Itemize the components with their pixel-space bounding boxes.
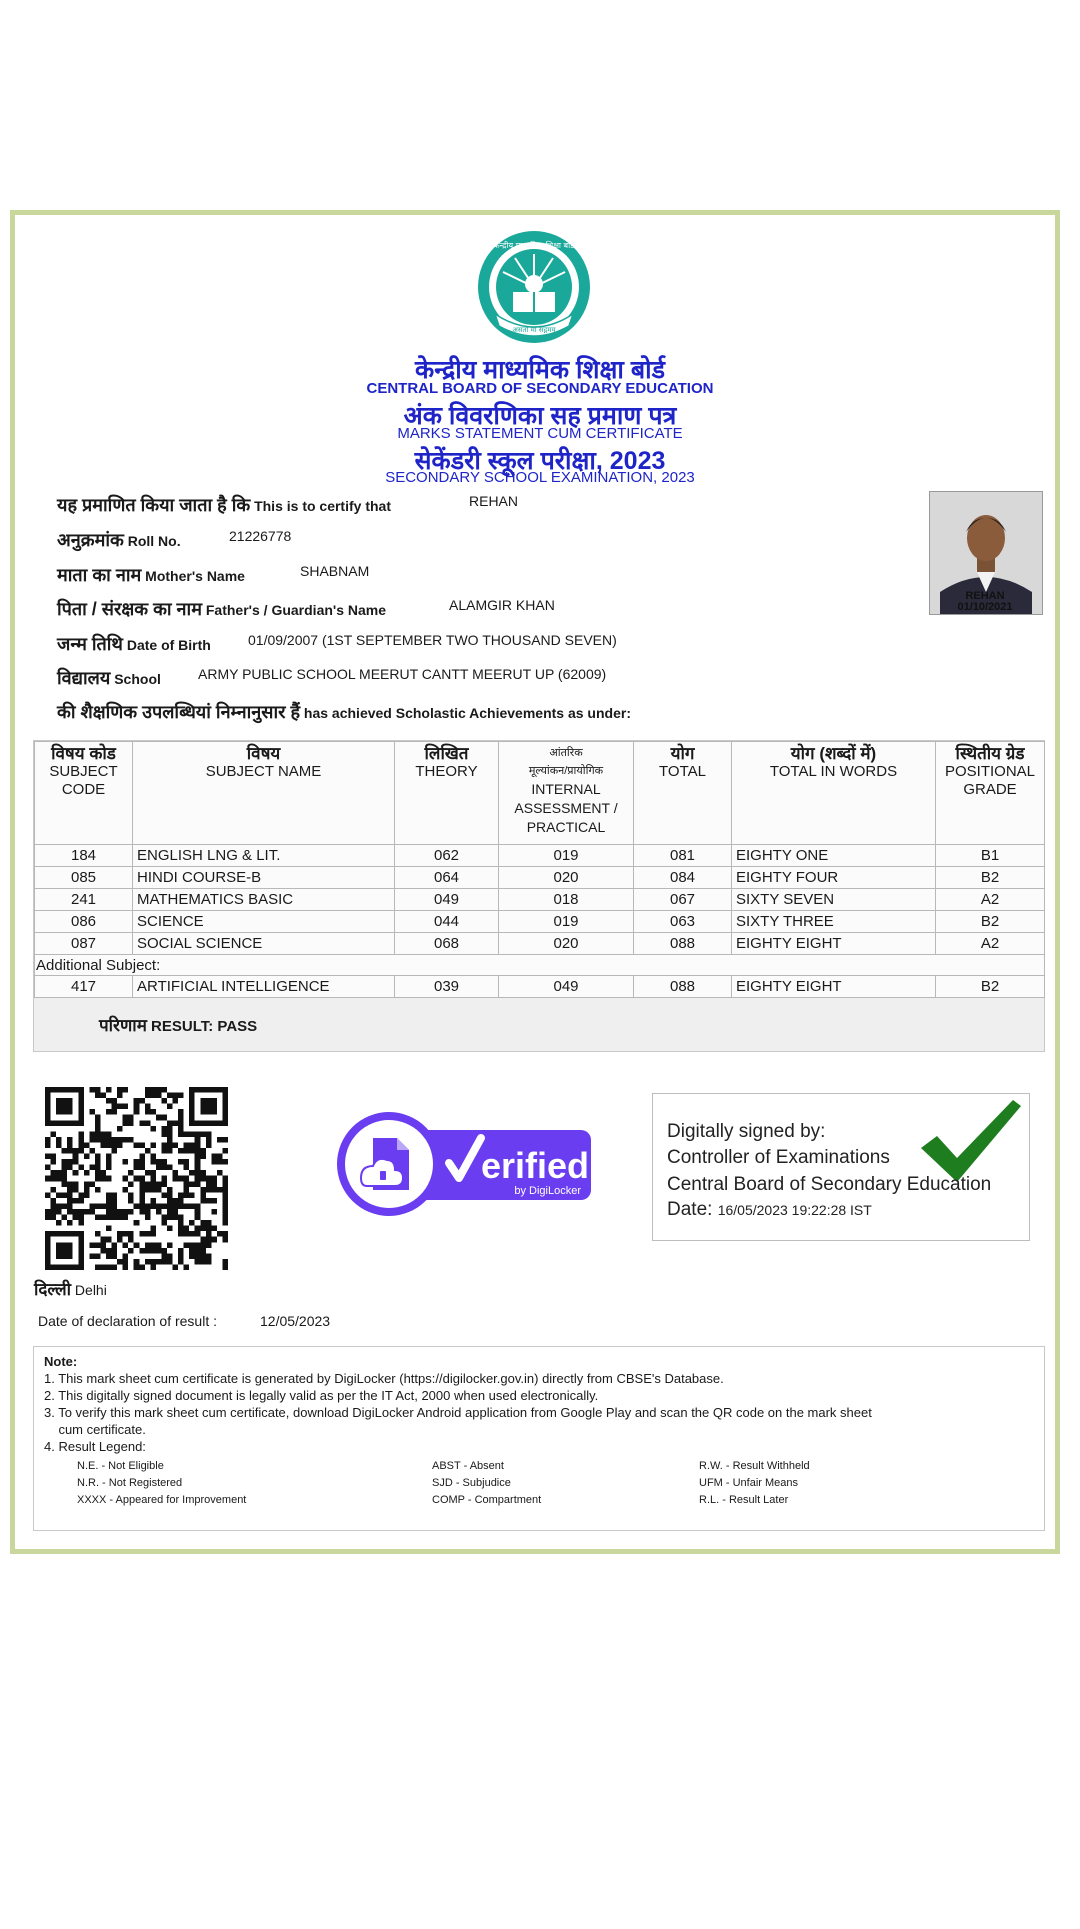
dob-line: [57, 632, 617, 656]
father-name: ALAMGIR KHAN: [449, 597, 555, 613]
cell-theory: 049: [395, 889, 499, 911]
additional-subject-label-row: [35, 955, 1045, 976]
father-label-hindi: पिता / संरक्षक का नाम: [57, 599, 202, 619]
achievement-line: [57, 700, 631, 724]
cell-total-words: SIXTY THREE: [732, 911, 936, 933]
certify-label-hindi: यह प्रमाणित किया जाता है कि: [57, 495, 251, 515]
photo-caption: [929, 591, 1041, 613]
legend-item: R.W. - Result Withheld: [699, 1460, 810, 1472]
note-line: 2. This digitally signed document is legally valid as per the IT Act, 2000 when used electronically.: [44, 1388, 599, 1403]
cell-internal: 019: [499, 911, 634, 933]
cell-code: 417: [35, 976, 133, 998]
cell-grade: B2: [936, 911, 1045, 933]
cell-subject: SOCIAL SCIENCE: [133, 933, 395, 955]
col-theory: लिखित THEORY: [395, 742, 499, 845]
signature-date-line: [667, 1199, 872, 1221]
cell-theory: 068: [395, 933, 499, 955]
declaration-date: 12/05/2023: [260, 1313, 331, 1329]
cell-total-words: EIGHTY ONE: [732, 845, 936, 867]
cell-code: 184: [35, 845, 133, 867]
table-row-additional: [35, 976, 1045, 998]
legend-item: N.E. - Not Eligible: [77, 1460, 164, 1472]
signer-organization: Central Board of Secondary Education: [667, 1174, 992, 1195]
declaration-label: Date of declaration of result :: [38, 1313, 217, 1329]
cell-subject: ENGLISH LNG & LIT.: [133, 845, 395, 867]
table-row: [35, 933, 1045, 955]
table-row: [35, 889, 1045, 911]
achievement-label-english: has achieved Scholastic Achievements as under:: [303, 705, 631, 721]
cell-theory: 039: [395, 976, 499, 998]
green-check-icon: [913, 1096, 1023, 1186]
cell-total-words: SIXTY SEVEN: [732, 889, 936, 911]
col-subject-code: विषय कोड SUBJECT CODE: [35, 742, 133, 845]
school-line: [57, 666, 607, 690]
achievement-label-hindi: की शैक्षणिक उपलब्धियां निम्नानुसार हैं: [57, 702, 301, 722]
table-header-row: [35, 742, 1045, 845]
signed-by-label: Digitally signed by:: [667, 1121, 826, 1142]
certificate-title-english: MARKS STATEMENT CUM CERTIFICATE: [397, 425, 683, 442]
place-english: Delhi: [74, 1282, 107, 1298]
dob-label-english: Date of Birth: [126, 637, 211, 653]
legend-item: SJD - Subjudice: [432, 1477, 511, 1489]
board-name-english: CENTRAL BOARD OF SECONDARY EDUCATION: [366, 380, 714, 397]
mother-label-hindi: माता का नाम: [57, 565, 142, 585]
result-line: [99, 1013, 257, 1036]
cell-theory: 064: [395, 867, 499, 889]
signature-date-label: Date:: [667, 1199, 713, 1220]
mother-line: [57, 563, 370, 587]
school-label-hindi: विद्यालय: [57, 668, 111, 688]
cell-total: 088: [634, 933, 732, 955]
cell-code: 087: [35, 933, 133, 955]
exam-title-hindi: सेकेंडरी स्कूल परीक्षा, 2023: [414, 447, 666, 475]
certificate-title-hindi: अंक विवरणिका सह प्रमाण पत्र: [403, 402, 677, 430]
col-total-words: योग (शब्दों में) TOTAL IN WORDS: [732, 742, 936, 845]
legend-item: COMP - Compartment: [432, 1494, 542, 1506]
declaration-line: [38, 1313, 331, 1329]
cell-subject: MATHEMATICS BASIC: [133, 889, 395, 911]
legend-item: R.L. - Result Later: [699, 1494, 789, 1506]
cell-theory: 044: [395, 911, 499, 933]
col-total: योग TOTAL: [634, 742, 732, 845]
cell-total: 084: [634, 867, 732, 889]
signer-title: Controller of Examinations: [667, 1147, 890, 1168]
legend-item: UFM - Unfair Means: [699, 1477, 799, 1489]
additional-subject-label: Additional Subject:: [35, 955, 1045, 976]
note-line: 4. Result Legend:: [44, 1439, 146, 1454]
cell-grade: A2: [936, 889, 1045, 911]
table-row: [35, 867, 1045, 889]
signature-date-value: 16/05/2023 19:22:28 IST: [717, 1202, 872, 1218]
note-line: cum certificate.: [44, 1422, 146, 1437]
father-line: [57, 597, 555, 621]
legend-item: ABST - Absent: [432, 1460, 504, 1472]
cell-grade: B1: [936, 845, 1045, 867]
verified-digilocker-badge: [333, 1108, 593, 1216]
cell-internal: 018: [499, 889, 634, 911]
cell-code: 241: [35, 889, 133, 911]
father-label-english: Father's / Guardian's Name: [205, 602, 387, 618]
cell-theory: 062: [395, 845, 499, 867]
date-of-birth: 01/09/2007 (1ST SEPTEMBER TWO THOUSAND SEVEN): [248, 632, 617, 648]
certify-label-english: This is to certify that: [254, 498, 391, 514]
mother-label-english: Mother's Name: [145, 568, 245, 584]
logo-motto: असतो मा सद्गमय: [512, 326, 556, 334]
exam-title-english: SECONDARY SCHOOL EXAMINATION, 2023: [385, 469, 695, 486]
school-name: ARMY PUBLIC SCHOOL MEERUT CANTT MEERUT UP (62009): [198, 666, 607, 682]
marks-table-panel: [33, 740, 1045, 1052]
cell-internal: 019: [499, 845, 634, 867]
cell-total: 067: [634, 889, 732, 911]
note-line: 1. This mark sheet cum certificate is generated by DigiLocker (https://digilocker.gov.in) directly from CBSE's Database.: [44, 1371, 724, 1386]
cell-subject: HINDI COURSE-B: [133, 867, 395, 889]
cell-internal: 049: [499, 976, 634, 998]
qr-code[interactable]: [45, 1087, 228, 1270]
cell-internal: 020: [499, 933, 634, 955]
cell-total-words: EIGHTY EIGHT: [732, 933, 936, 955]
place-hindi: दिल्ली: [34, 1280, 72, 1299]
cell-grade: B2: [936, 976, 1045, 998]
digital-signature-box[interactable]: [652, 1093, 1030, 1241]
cell-total-words: EIGHTY EIGHT: [732, 976, 936, 998]
cell-subject: ARTIFICIAL INTELLIGENCE: [133, 976, 395, 998]
cell-total-words: EIGHTY FOUR: [732, 867, 936, 889]
logo-text-top: केन्द्रीय माध्यमिक शिक्षा बोर्ड: [493, 241, 575, 250]
student-name: REHAN: [469, 493, 519, 509]
cbse-logo-icon: [475, 228, 593, 346]
board-name-hindi: केन्द्रीय माध्यमिक शिक्षा बोर्ड: [415, 356, 665, 384]
roll-label-hindi: अनुक्रमांक: [57, 530, 124, 550]
note-line: 3. To verify this mark sheet cum certificate, download DigiLocker Android application from Google Play and scan the QR code on the mark sheet: [44, 1405, 872, 1420]
roll-label-english: Roll No.: [127, 533, 181, 549]
notes-title: Note:: [44, 1354, 78, 1369]
certify-line: [57, 493, 519, 517]
cell-code: 085: [35, 867, 133, 889]
logo-text-mid: भारत: [527, 314, 541, 322]
photo-caption-name: REHAN: [965, 590, 1005, 602]
verified-text: erified: [481, 1145, 590, 1186]
notes-box: [33, 1346, 1045, 1531]
cell-internal: 020: [499, 867, 634, 889]
cell-grade: B2: [936, 867, 1045, 889]
table-row: [35, 845, 1045, 867]
roll-line: [57, 528, 292, 552]
cell-subject: SCIENCE: [133, 911, 395, 933]
cell-total: 081: [634, 845, 732, 867]
school-label-english: School: [114, 671, 161, 687]
result-status: RESULT: PASS: [151, 1018, 258, 1035]
mother-name: SHABNAM: [300, 563, 370, 579]
legend-item: XXXX - Appeared for Improvement: [77, 1494, 247, 1506]
table-row: [35, 911, 1045, 933]
col-positional-grade: स्थितीय ग्रेड POSITIONAL GRADE: [936, 742, 1045, 845]
roll-number: 21226778: [229, 528, 292, 544]
cell-total: 088: [634, 976, 732, 998]
col-internal-assessment: आंतरिक मूल्यांकन/प्रायोगिक INTERNAL ASSESSMENT / PRACTICAL: [499, 742, 634, 845]
result-label-hindi: परिणाम: [99, 1016, 147, 1035]
place: [34, 1277, 107, 1300]
col-subject-name: विषय SUBJECT NAME: [133, 742, 395, 845]
verified-by-text: by DigiLocker: [514, 1185, 581, 1197]
marks-table: [34, 741, 1045, 998]
cell-total: 063: [634, 911, 732, 933]
photo-caption-date: 01/10/2021: [957, 601, 1013, 613]
legend-item: N.R. - Not Registered: [77, 1477, 183, 1489]
cell-code: 086: [35, 911, 133, 933]
dob-label-hindi: जन्म तिथि: [57, 634, 123, 654]
cell-grade: A2: [936, 933, 1045, 955]
